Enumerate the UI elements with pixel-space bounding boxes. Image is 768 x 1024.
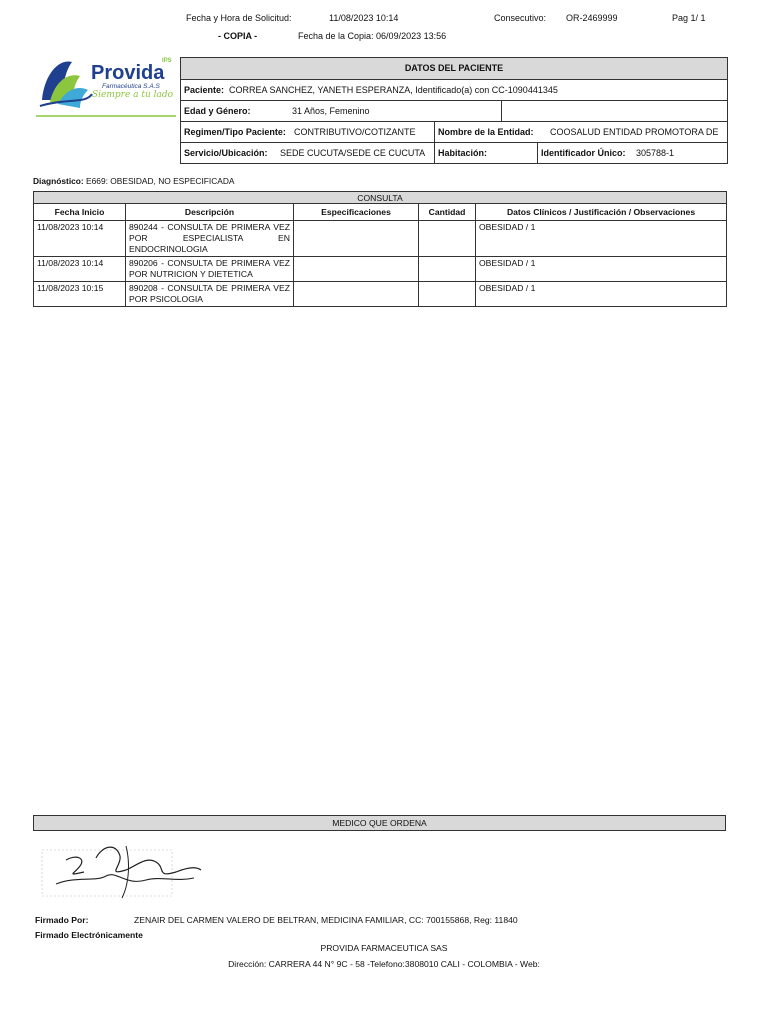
- consulta-caption: CONSULTA: [34, 192, 727, 204]
- consecutivo-value: OR-2469999: [566, 13, 618, 23]
- signature-image: [36, 836, 216, 908]
- col-header-descripcion: Descripción: [126, 204, 294, 221]
- paciente-label: Paciente:: [184, 85, 225, 95]
- consecutivo-label: Consecutivo:: [494, 13, 547, 23]
- table-row: [34, 282, 727, 307]
- entidad-value: COOSALUD ENTIDAD PROMOTORA DE: [550, 127, 719, 137]
- diagnostico-value: E669: OBESIDAD, NO ESPECIFICADA: [86, 176, 235, 186]
- row-datos: OBESIDAD / 1: [476, 221, 727, 257]
- row-fecha: 11/08/2023 10:14: [34, 221, 126, 257]
- footer-company: PROVIDA FARMACEUTICA SAS: [320, 943, 448, 953]
- row-descripcion: 890208 - CONSULTA DE PRIMERA VEZ POR PSICOLOGIA: [126, 282, 294, 307]
- edad-label: Edad y Género:: [184, 106, 251, 116]
- fecha-copia: Fecha de la Copia: 06/09/2023 13:56: [298, 31, 447, 41]
- row-cantidad: [419, 282, 476, 307]
- firmado-electronico: Firmado Electrónicamente: [35, 930, 143, 940]
- row-especificaciones: [294, 282, 419, 307]
- row-fecha: 11/08/2023 10:15: [34, 282, 126, 307]
- diagnostico: [33, 176, 235, 186]
- identificador-label: Identificador Único:: [541, 148, 626, 158]
- regimen-row: [181, 121, 727, 142]
- table-row: [34, 257, 727, 282]
- regimen-value: CONTRIBUTIVO/COTIZANTE: [294, 127, 416, 137]
- logo-brand: Provida: [91, 62, 165, 84]
- servicio-label: Servicio/Ubicación:: [184, 148, 268, 158]
- patient-title: DATOS DEL PACIENTE: [181, 58, 727, 79]
- diagnostico-label: Diagnóstico:: [33, 176, 84, 186]
- row-especificaciones: [294, 221, 419, 257]
- col-header-especificaciones: Especificaciones: [294, 204, 419, 221]
- firmado-value: ZENAIR DEL CARMEN VALERO DE BELTRAN, MEDICINA FAMILIAR, CC: 700155868, Reg: 11840: [134, 915, 518, 925]
- logo-slogan: Siempre a tu lado: [92, 90, 174, 100]
- patient-row: [181, 79, 727, 100]
- row-datos: OBESIDAD / 1: [476, 282, 727, 307]
- row-especificaciones: [294, 257, 419, 282]
- page-number: Pag 1/ 1: [672, 13, 706, 23]
- row-descripcion: 890244 - CONSULTA DE PRIMERA VEZ POR ESPECIALISTA EN ENDOCRINOLOGIA: [126, 221, 294, 257]
- medico-header: MEDICO QUE ORDENA: [33, 815, 726, 831]
- signature-icon: [36, 836, 216, 908]
- consulta-table: [33, 191, 727, 307]
- row-fecha: 11/08/2023 10:14: [34, 257, 126, 282]
- row-cantidad: [419, 257, 476, 282]
- col-header-cantidad: Cantidad: [419, 204, 476, 221]
- row-descripcion: 890206 - CONSULTA DE PRIMERA VEZ POR NUTRICION Y DIETETICA: [126, 257, 294, 282]
- logo-ips: IPS: [162, 58, 172, 64]
- col-header-datos: Datos Clínicos / Justificación / Observaciones: [476, 204, 727, 221]
- row-cantidad: [419, 221, 476, 257]
- table-row: [34, 221, 727, 257]
- identificador-value: 305788-1: [636, 148, 675, 158]
- patient-box: [180, 57, 728, 164]
- servicio-row: [181, 142, 727, 163]
- solicitud-value: 11/08/2023 10:14: [329, 13, 399, 23]
- paciente-value: CORREA SANCHEZ, YANETH ESPERANZA, Identificado(a) con CC-1090441345: [229, 85, 558, 95]
- entidad-label: Nombre de la Entidad:: [438, 127, 534, 137]
- regimen-label: Regimen/Tipo Paciente:: [184, 127, 286, 137]
- firmado-label: Firmado Por:: [35, 915, 89, 925]
- row-datos: OBESIDAD / 1: [476, 257, 727, 282]
- habitacion-label: Habitación:: [438, 148, 488, 158]
- col-header-fecha: Fecha Inicio: [34, 204, 126, 221]
- edad-value: 31 Años, Femenino: [292, 106, 370, 116]
- solicitud-label: Fecha y Hora de Solicitud:: [186, 13, 292, 23]
- edad-row: [181, 100, 727, 121]
- servicio-value: SEDE CUCUTA/SEDE CE CUCUTA: [280, 148, 426, 158]
- provida-logo: [36, 54, 176, 118]
- copia-label: - COPIA -: [218, 31, 258, 41]
- footer-address: Dirección: CARRERA 44 N° 9C - 58 -Telefono:3808010 CALI - COLOMBIA - Web:: [228, 959, 540, 969]
- logo-sub: Farmacéutica S.A.S: [102, 83, 160, 90]
